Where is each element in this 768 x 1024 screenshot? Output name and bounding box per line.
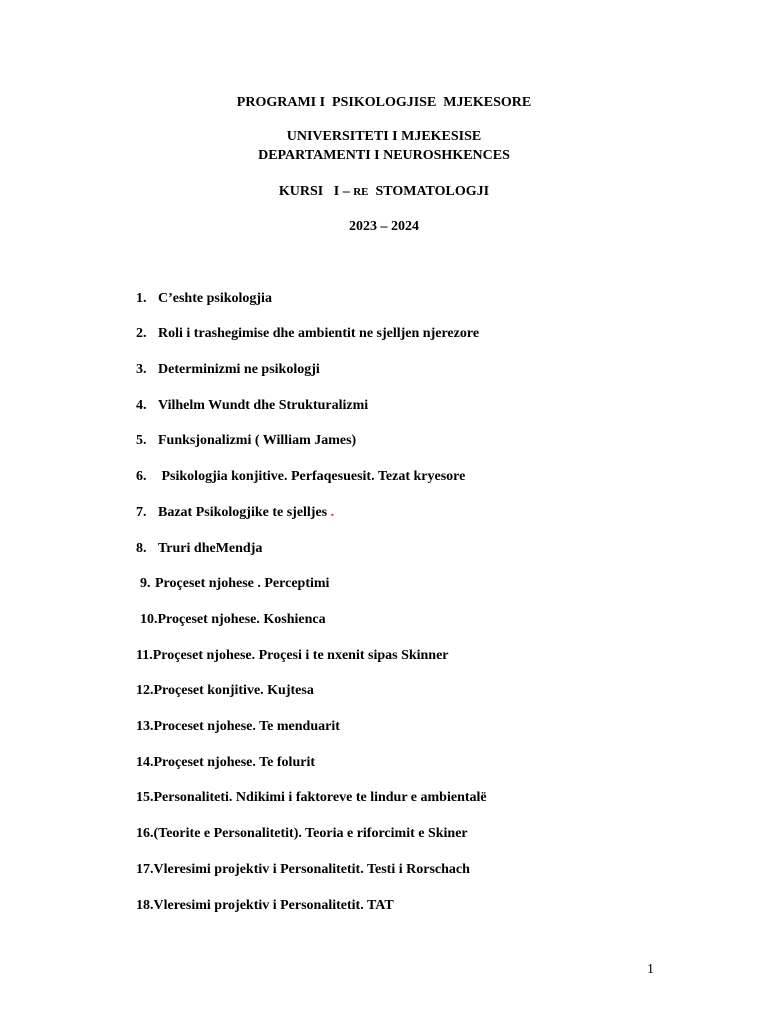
list-item-number: 3.	[136, 362, 147, 377]
list-item-number: 17.	[136, 862, 154, 877]
list-item	[136, 325, 479, 343]
list-item-number: 10.	[140, 612, 158, 627]
list-item-number: 8.	[136, 541, 147, 556]
list-item-number: 12.	[136, 683, 154, 698]
list-item-text: Truri dheMendja	[158, 541, 263, 556]
list-item	[136, 432, 356, 450]
list-item-text: (Teorite e Personalitetit). Teoria e riforcimit e Skiner	[153, 826, 468, 841]
program-title: PROGRAMI I PSIKOLOGJISE MJEKESORE	[236, 95, 532, 110]
list-item	[136, 897, 394, 915]
list-item-number: 14.	[136, 755, 154, 770]
red-period-mark: .	[330, 505, 335, 520]
list-item-text: Vleresimi projektiv i Personalitetit. TAT	[153, 898, 394, 913]
list-item-number: 1.	[136, 291, 147, 306]
list-item-number: 9.	[140, 576, 151, 591]
list-item-number: 16.	[136, 826, 154, 841]
list-item-number: 7.	[136, 505, 147, 520]
list-item	[136, 682, 314, 700]
list-item	[136, 861, 470, 879]
list-item-number: 4.	[136, 398, 147, 413]
page-number: 1	[647, 962, 654, 977]
list-item	[136, 361, 320, 379]
course-prefix: KURSI I –	[278, 184, 354, 199]
list-item-number: 2.	[136, 326, 147, 341]
list-item	[136, 647, 449, 665]
list-item	[140, 611, 326, 629]
list-item-number: 6.	[136, 469, 147, 484]
list-item	[136, 825, 468, 843]
list-item-number: 11.	[136, 648, 153, 663]
list-item-text: Personaliteti. Ndikimi i faktoreve te lindur e ambientalë	[153, 790, 487, 805]
list-item-number: 15.	[136, 790, 154, 805]
course-name: STOMATOLOGJI	[368, 184, 490, 199]
list-item	[136, 718, 340, 736]
list-item-text: Proçeset njohese . Perceptimi	[155, 576, 330, 591]
list-item-number: 18.	[136, 898, 154, 913]
list-item-text: Bazat Psikologjike te sjelljes	[158, 505, 331, 520]
list-item-text: Proçeset konjitive. Kujtesa	[153, 683, 314, 698]
list-item-text: Funksjonalizmi ( William James)	[158, 433, 357, 448]
course-suffix: RE	[353, 186, 369, 198]
list-item-text: C’eshte psikologjia	[158, 291, 272, 306]
list-item-text: Proceset njohese. Te menduarit	[153, 719, 340, 734]
list-item	[136, 540, 262, 558]
department-name: DEPARTAMENTI I NEUROSHKENCES	[258, 148, 510, 163]
list-item-text: Vleresimi projektiv i Personalitetit. Testi i Rorschach	[153, 862, 470, 877]
list-item-number: 13.	[136, 719, 154, 734]
list-item	[136, 397, 368, 415]
list-item-number: 5.	[136, 433, 147, 448]
list-item	[140, 575, 329, 593]
course-line	[0, 183, 768, 201]
list-item	[136, 789, 487, 807]
list-item-text: Roli i trashegimise dhe ambientit ne sjelljen njerezore	[158, 326, 480, 341]
list-item-text: Proçeset njohese. Proçesi i te nxenit sipas Skinner	[152, 648, 449, 663]
list-item	[136, 504, 334, 522]
list-item-text: Proçeset njohese. Te folurit	[153, 755, 315, 770]
list-item-text: Proçeset njohese. Koshienca	[157, 612, 326, 627]
list-item-text: Vilhelm Wundt dhe Strukturalizmi	[158, 398, 369, 413]
list-item-text: Determinizmi ne psikologji	[158, 362, 320, 377]
list-item	[136, 468, 465, 486]
list-item	[136, 290, 272, 308]
university-name: UNIVERSITETI I MJEKESISE	[286, 129, 482, 144]
list-item	[136, 754, 315, 772]
academic-year: 2023 – 2024	[349, 219, 419, 234]
list-item-text: Psikologjia konjitive. Perfaqesuesit. Tezat kryesore	[158, 469, 466, 484]
